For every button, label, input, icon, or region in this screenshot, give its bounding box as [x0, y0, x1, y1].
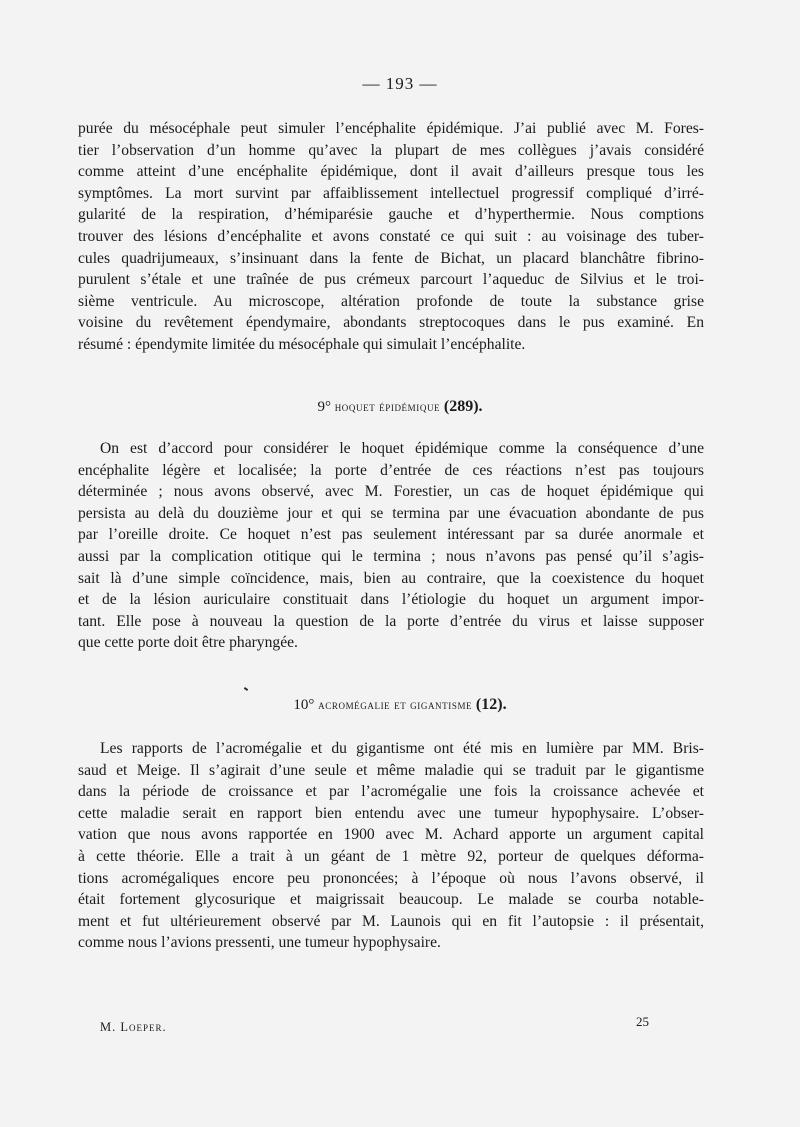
- text-line: tions acromégaliques encore peu prononcées; à l’époque où nous l’avons observé, il: [78, 869, 704, 887]
- text-line: On est d’accord pour considérer le hoquet épidémique comme la conséquence d’une: [100, 440, 704, 457]
- paragraph-mesocephale: [78, 118, 704, 356]
- text-line: était fortement glycosurique et maigrissait beaucoup. Le malade se courba notable-: [78, 891, 704, 909]
- signature-mark: 25: [636, 1014, 649, 1029]
- text-line: trouver des lésions d’encéphalite et avons constaté ce qui suit : au voisinage des tuber-: [78, 227, 704, 245]
- section-heading-hoquet: [0, 398, 800, 416]
- text-line: sième ventricule. Au microscope, altération profonde de toute la substance grise: [78, 292, 704, 310]
- text-line: cette maladie serait en rapport bien entendu avec une tumeur hypophysaire. L’obser-: [78, 804, 704, 822]
- text-line: cules quadrijumeaux, s’insinuant dans la fente de Bichat, un placard blanchâtre fibrino-: [78, 249, 704, 267]
- text-line: purulent s’étale et une traînée de pus crémeux parcourt l’aqueduc de Silvius et le troi-: [78, 271, 704, 289]
- text-line: tier l’observation d’un homme qu’avec la plupart de mes collègues j’avais considéré: [78, 141, 704, 159]
- text-line: gularité de la respiration, d’hémiparésie gauche et d’hyperthermie. Nous comptions: [78, 206, 704, 224]
- text-line: persista au delà du douzième jour et qui se termina par une évacuation abondante de pus: [78, 504, 704, 522]
- page-number: — 193 —: [362, 74, 438, 93]
- section-number: 10°: [293, 697, 315, 713]
- text-line: ment et fut ultérieurement observé par M. Launois qui en fit l’autopsie : il présentait,: [78, 912, 704, 930]
- text-line: dans la période de croissance et par l’acromégalie une fois la croissance achevée et: [78, 783, 704, 801]
- footer-author: [100, 1020, 167, 1035]
- section-heading-acromegalie: [0, 696, 800, 714]
- text-line: déterminée ; nous avons observé, avec M. Forestier, un cas de hoquet épidémique qui: [78, 483, 704, 501]
- author-name: Loeper.: [120, 1020, 167, 1034]
- section-title: hoquet épidémique: [334, 399, 441, 414]
- text-line: comme atteint d’une encéphalite épidémique, dont il avait d’ailleurs presque tous les: [78, 163, 704, 181]
- text-line: résumé : épendymite limitée du mésocéphale qui simulait l’encéphalite.: [78, 335, 526, 353]
- text-line: par l’oreille droite. Ce hoquet n’est pas seulement intéressant par sa durée anormale et: [78, 526, 704, 544]
- text-line: et de la lésion auriculaire constituait dans l’étiologie du hoquet un argument impor-: [78, 591, 704, 609]
- text-line: aussi par la complication otitique qui le termina ; nous n’avons pas pensé qu’il s’agis-: [78, 547, 704, 565]
- text-line: vation que nous avons rapportée en 1900 avec M. Achard apporte un argument capital: [78, 826, 704, 844]
- section-reference: (289).: [443, 398, 483, 415]
- text-line: purée du mésocéphale peut simuler l’encéphalite épidémique. J’ai publié avec M. Fores-: [78, 120, 704, 137]
- text-line: encéphalite légère et localisée; la porte d’entrée de ces réactions n’est pas toujours: [78, 461, 704, 479]
- text-line: que cette porte doit être pharyngée.: [78, 634, 298, 652]
- text-line: symptômes. La mort survint par affaiblissement intellectuel progressif compliqué d’irré-: [78, 184, 704, 202]
- text-line: à cette théorie. Elle a trait à un géant de 1 mètre 92, porteur de quelques déforma-: [78, 847, 704, 865]
- text-line: tant. Elle pose à nouveau la question de la porte d’entrée du virus et laisse supposer: [78, 612, 704, 630]
- section-title: acromégalie et gigantisme: [318, 697, 473, 712]
- paragraph-acromegalie: [78, 738, 704, 954]
- paragraph-hoquet: [78, 438, 704, 654]
- section-number: 9°: [317, 399, 331, 415]
- author-initial: M.: [100, 1020, 117, 1034]
- text-line: voisine du revêtement épendymaire, abondants streptocoques dans le pus examiné. En: [78, 314, 704, 332]
- text-line: Les rapports de l’acromégalie et du gigantisme ont été mis en lumière par MM. Bris-: [100, 740, 704, 757]
- section-reference: (12).: [475, 696, 507, 713]
- text-line: sait là d’une simple coïncidence, mais, bien au contraire, que la coexistence du hoquet: [78, 569, 704, 587]
- text-line: saud et Meige. Il s’agirait d’une seule et même maladie qui se traduit par le gigantisme: [78, 761, 704, 779]
- text-line: comme nous l’avions pressenti, une tumeur hypophysaire.: [78, 934, 441, 952]
- ink-speck: [244, 687, 248, 691]
